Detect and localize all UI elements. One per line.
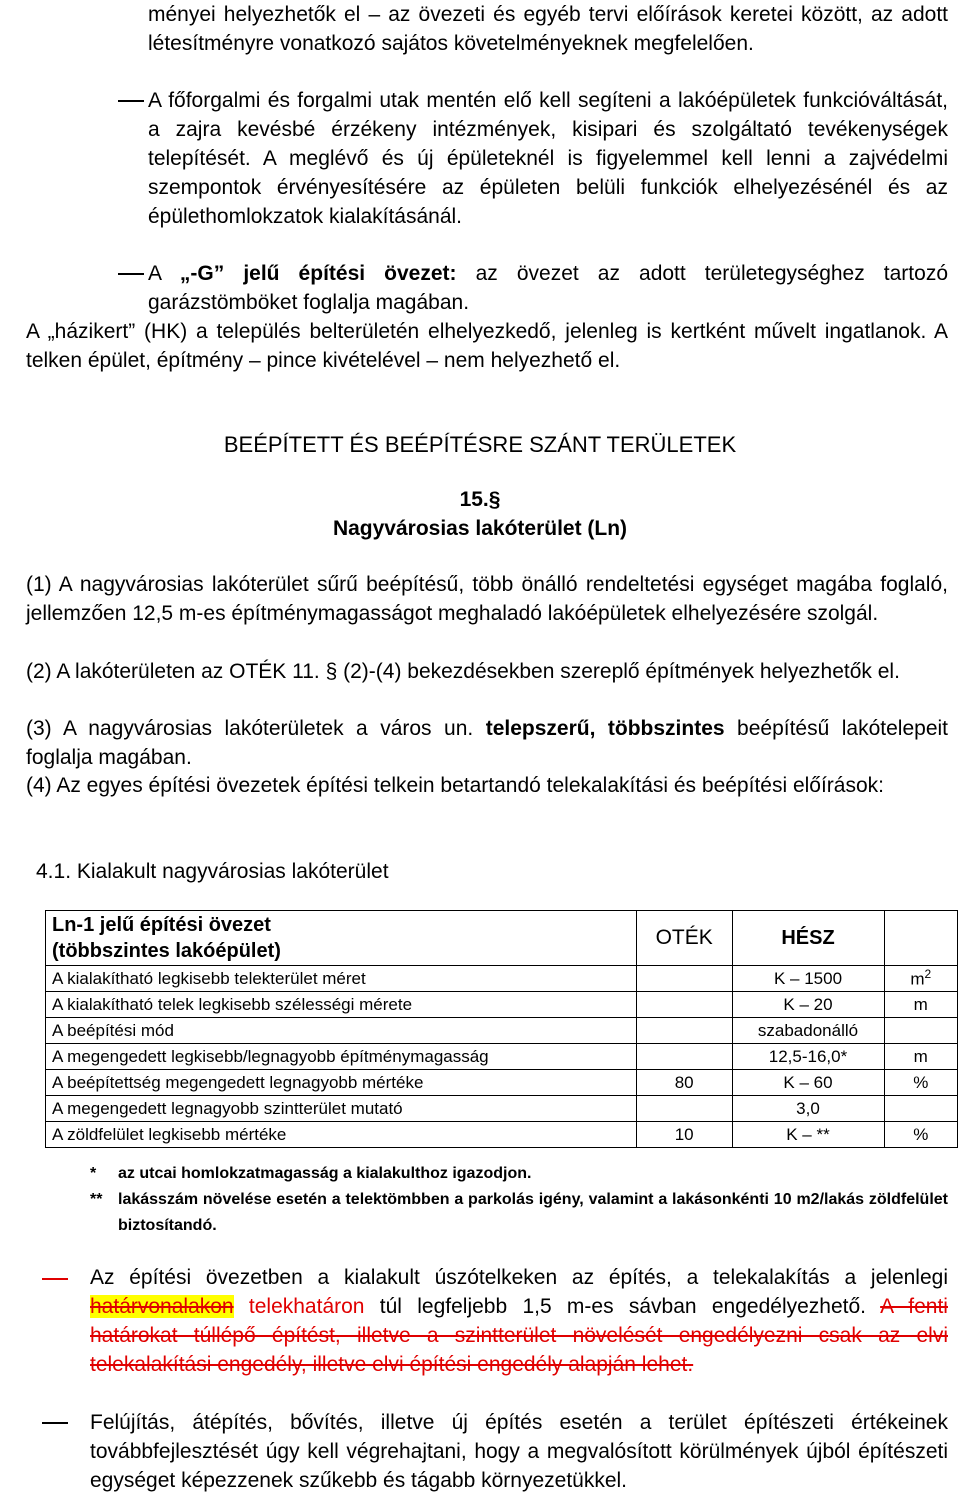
row-otek (636, 992, 732, 1018)
row-hesz: 3,0 (732, 1096, 884, 1122)
subsection-title: 4.1. Kialakult nagyvárosias lakóterület (36, 860, 389, 883)
note-1-text: az utcai homlokzatmagasság a kialakulthoz igazodjon. (118, 1165, 532, 1182)
clause-2: (2) A lakóterületen az OTÉK 11. § (2)-(4) bekezdésekben szereplő építmények helyezhetők el. (26, 660, 900, 683)
row-hesz: K – 20 (732, 992, 884, 1018)
table-header-unit (884, 911, 958, 966)
row-hesz: K – 60 (732, 1070, 884, 1096)
continuation-text: ményei helyezhetők el – az övezeti és egyéb tervi előírások keretei között, az adott létesítményre vonatkozó sajátos követelményeknek megfelelően. (148, 3, 948, 55)
table-row (46, 966, 958, 992)
note-2-mark: ** (90, 1191, 103, 1208)
bullet-renovation: Felújítás, átépítés, bővítés, illetve új építés esetén a terület építészeti értékeinek továbbfejlesztését úgy kell végrehajtani, hogy a megvalósított körülmények újból építészeti egységet képezzenek szűkebb és tágabb környezetükkel. (90, 1411, 948, 1492)
row-otek (636, 1018, 732, 1044)
row-otek: 10 (636, 1122, 732, 1148)
row-hesz: K – ** (732, 1122, 884, 1148)
table-row (46, 1070, 958, 1096)
red-dash-bullet-icon (42, 1278, 68, 1280)
table-header-hesz: HÉSZ (732, 911, 884, 966)
row-otek (636, 966, 732, 992)
row-unit (884, 1096, 958, 1122)
table-row (46, 1122, 958, 1148)
row-hesz: szabadonálló (732, 1018, 884, 1044)
row-label: A zöldfelület legkisebb mértéke (46, 1122, 637, 1148)
dash-bullet-icon (118, 273, 144, 275)
row-otek (636, 1096, 732, 1122)
paragraph-title: Nagyvárosias lakóterület (Ln) (332, 517, 628, 540)
inserted-red-text: telekhatáron (233, 1295, 365, 1318)
table-header-zone (46, 911, 637, 966)
struck-highlighted-text: határvonalakon (90, 1295, 234, 1318)
bullet-garage-zone: A „-G” jelű építési övezet: az övezet az adott területegységhez tartozó garázstömböket foglalja magában. (148, 262, 948, 314)
table-row (46, 1018, 958, 1044)
zone-subtitle: (többszintes lakóépület) (52, 940, 281, 962)
table-row (46, 1044, 958, 1070)
bullet-floating-plots: Az építési övezetben a kialakult úszótelkeken az építés, a telekalakítás a jelenlegi határvonalakon telekhatáron túl legfeljebb 1,5 m-es sávban engedélyezhető. A fenti határokat túllépő építést, illetve a szintterület növelését engedélyezni csak az elvi telekalakítási engedély, illetve elvi építési engedély alapján lehet. (90, 1266, 948, 1376)
clause-1: (1) A nagyvárosias lakóterület sűrű beépítésű, több önálló rendeltetési egységet magába foglaló, jellemzően 12,5 m-es építménymagasságot meghaladó lakóépületek elhelyezésére szolgál. (26, 573, 948, 625)
struck-red-text: A fenti határokat túllépő építést, illetve a szintterület növelését engedélyezni csak az elvi telekalakítási engedély, illetve elvi építési engedély alapján lehet. (90, 1295, 948, 1376)
table-row (46, 1096, 958, 1122)
row-label: A beépítési mód (46, 1018, 637, 1044)
zone-title: Ln-1 jelű építési övezet (52, 914, 271, 936)
row-otek (636, 1044, 732, 1070)
row-label: A megengedett legkisebb/legnagyobb építménymagasság (46, 1044, 637, 1070)
zoning-table (45, 910, 958, 1148)
dash-bullet-icon (42, 1422, 68, 1424)
table-header-otek: OTÉK (636, 911, 732, 966)
hazikert-paragraph: A „házikert” (HK) a település belterületén elhelyezkedő, jelenleg is kertként művelt ingatlanok. A telken épület, építmény – pince kivételével – nem helyezhető el. (26, 320, 948, 372)
bullet-traffic-roads: A főforgalmi és forgalmi utak mentén elő kell segíteni a lakóépületek funkcióváltását, a zajra kevésbé érzékeny intézmények, kisipari és szolgáltató tevékenységek telepítését. A meglévő és új épületeknél is figyelemmel kell lenni a zajvédelmi szempontok érvényesítésére az épületen belüli funkciók elhelyezésénél és az épülethomlokzatok kialakításánál. (148, 89, 948, 228)
row-unit: m (884, 1044, 958, 1070)
paragraph-number: 15.§ (459, 488, 501, 511)
row-label: A beépítettség megengedett legnagyobb mértéke (46, 1070, 637, 1096)
row-unit: % (884, 1070, 958, 1096)
row-unit: % (884, 1122, 958, 1148)
row-unit: m (884, 992, 958, 1018)
row-hesz: K – 1500 (732, 966, 884, 992)
clause-4: (4) Az egyes építési övezetek építési telkein betartandó telekalakítási és beépítési előírások: (26, 774, 884, 797)
section-heading: BEÉPÍTETT ÉS BEÉPÍTÉSRE SZÁNT TERÜLETEK (223, 432, 737, 457)
row-unit (884, 1018, 958, 1044)
note-1-mark: * (90, 1165, 97, 1182)
clause-3: (3) A nagyvárosias lakóterületek a város un. telepszerű, többszintes beépítésű lakótelepeit foglalja magában. (26, 717, 948, 769)
row-hesz: 12,5-16,0* (732, 1044, 884, 1070)
row-label: A kialakítható legkisebb telekterület méret (46, 966, 637, 992)
row-unit: $m^2$ (884, 966, 958, 992)
row-label: A megengedett legnagyobb szintterület mutató (46, 1096, 637, 1122)
row-otek: 80 (636, 1070, 732, 1096)
table-header-row (46, 911, 958, 966)
dash-bullet-icon (118, 100, 144, 102)
row-label: A kialakítható telek legkisebb szélességi mérete (46, 992, 637, 1018)
note-2-text: lakásszám növelése esetén a telektömbben a parkolás igény, valamint a lakásonkénti 10 m2/lakás zöldfelület biztosítandó. (118, 1191, 948, 1234)
table-row (46, 992, 958, 1018)
